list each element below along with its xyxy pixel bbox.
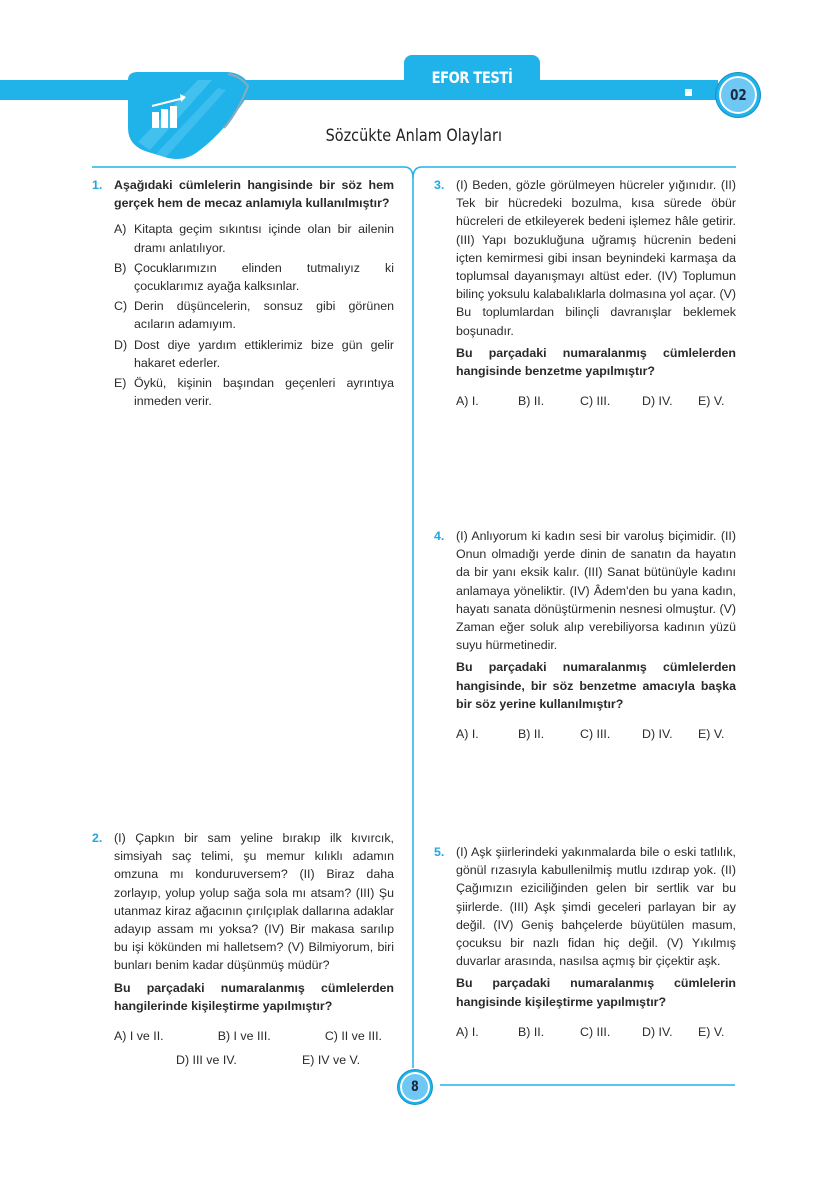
option-a[interactable]: A) I. [456,394,479,409]
question-5 [434,843,736,1041]
question-number: 2. [92,831,103,845]
option-d[interactable]: D) IV. [642,727,673,742]
question-3 [434,176,736,410]
question-passage: (I) Çapkın bir sam yeline bırakıp ilk kıvırcık, simsiyah saç telimi, şu memur kılıklı adamın omzuna mı konduruversem? (II) Biraz daha zorlayıp, yolup yolup sağa sola mı atsam? (III) Şu utanmaz kiraz ağacının çırılçıplak dallarına adaklar adayıp assam mı yoksa? (IV) Bir makasa sarılıp bu işi kökünden mi halletsem? (V) Bilmiyorum, biri bunları benim kadar düşünmüş müdür? [114,831,394,973]
option-d[interactable]: D) III ve IV. [176,1053,237,1068]
question-number: 4. [434,529,445,543]
test-tab-label: EFOR TESTİ [431,68,513,87]
option-b[interactable]: B) II. [518,1024,545,1039]
option-e[interactable]: E) Öykü, kişinin başından geçenleri ayrıntıya inmeden verir. [114,376,394,409]
page-number: 8 [411,1079,419,1095]
option-b[interactable]: B) Çocuklarımızın elinden tutmalıyız ki çocuklarımız ayağa kalksınlar. [114,260,394,294]
question-stem: Bu parçadaki numaralanmış cümlelerden hangilerinde kişileştirme yapılmıştır? [114,980,394,1013]
option-e[interactable]: E) V. [698,394,725,409]
question-stem: Bu parçadaki numaralanmış cümlelerden hangisinde, bir söz benzetme amacıyla başka bir söz yerine kullanılmıştır? [456,660,736,711]
question-1 [92,176,394,412]
question-number: 5. [434,845,445,859]
option-c[interactable]: C) II ve III. [324,1029,382,1044]
question-number: 1. [92,178,103,192]
question-passage: (I) Beden, gözle görülmeyen hücreler yığınıdır. (II) Tek bir hücredeki bozulma, kısa sürede öbür hücreleri de etkileyerek bedeni işlemez hâle getirir. (III) Yapı bozukluğuna uğramış hücrenin bedeni içten kemirmesi gibi insan beynindeki karmaşa da toplumsal dayanışmayı altüst eder. (IV) Toplumun bilinç yoksulu kalabalıklarla dolmasına yol açar. (V) Bu toplumlardan bilinçli davranışlar beklemek boşunadır. [456,178,736,338]
option-b[interactable]: B) I ve III. [217,1029,271,1044]
option-c[interactable]: C) III. [580,394,611,409]
question-passage: (I) Anlıyorum ki kadın sesi bir varoluş biçimidir. (II) Onun olmadığı yerde dinin de sanatın da hayatın da bir yanı eksik kalır. (III) Sanat bütünüyle kadını anlamaya yöneliktir. (IV) Âdem'den bu yana kadın, hayatı sanata dönüştürmenin nesnesi olmuştur. (V) Zaman eğer soluk alıp verebiliyorsa kadının yüzü suyu hürmetinedir. [456,529,736,653]
header-bar [0,80,718,100]
question-stem: Bu parçadaki numaralanmış cümlelerin hangisinde kişileştirme yapılmıştır? [456,976,736,1009]
question-4 [434,527,736,743]
option-d[interactable]: D) Dost diye yardım ettiklerimiz bize gün gelir hakaret ederler. [114,337,394,370]
option-a[interactable]: A) I ve II. [114,1029,164,1044]
question-stem: Aşağıdaki cümlelerin hangisinde bir söz hem gerçek hem de mecaz anlamıyla kullanılmıştır? [114,178,394,211]
page-subtitle: Sözcükte Anlam Olayları [325,126,503,146]
question-2 [92,829,394,1069]
option-d[interactable]: D) IV. [642,394,673,409]
question-passage: (I) Aşk şiirlerindeki yakınmalarda bile o eski tatlılık, gönül rızasıyla kabullenilmiş mutlu ızdırap yok. (II) Çağımızın eziciliğinden gelen bir sertlik var bu şiirlerde. (III) Aşk şimdi geceleri parlayan bir ay değil. (IV) Geniş bahçelerde büyütülen masum, çocuksu bir nazlı fidan hiç değil. (V) Yıkılmış duvarlar arasında, nasılsa açmış bir çiçektir aşk. [456,845,736,969]
option-c[interactable]: C) III. [580,727,611,742]
option-b[interactable]: B) II. [518,394,545,409]
test-tab [404,55,540,100]
question-number: 3. [434,178,445,192]
option-e[interactable]: E) V. [698,727,725,742]
test-number: 02 [729,86,747,104]
option-d[interactable]: D) IV. [642,1024,673,1039]
question-stem: Bu parçadaki numaralanmış cümlelerden hangisinde benzetme yapılmıştır? [456,345,736,379]
option-a[interactable]: A) Kitapta geçim sıkıntısı içinde olan bir ailenin dramı anlatılıyor. [114,222,394,255]
option-a[interactable]: A) I. [456,727,479,742]
option-c[interactable]: C) Derin düşüncelerin, sonsuz gibi görünen acıların adamıyım. [114,299,394,332]
page-number-badge [398,1070,432,1104]
option-b[interactable]: B) II. [518,727,545,742]
option-e[interactable]: E) V. [698,1024,725,1039]
bar-chart-growth-icon [128,72,270,160]
option-a[interactable]: A) I. [456,1024,479,1039]
square-dot-icon [685,89,692,96]
test-number-badge [716,73,760,117]
option-e[interactable]: E) IV ve V. [302,1053,361,1068]
option-c[interactable]: C) III. [580,1024,611,1039]
